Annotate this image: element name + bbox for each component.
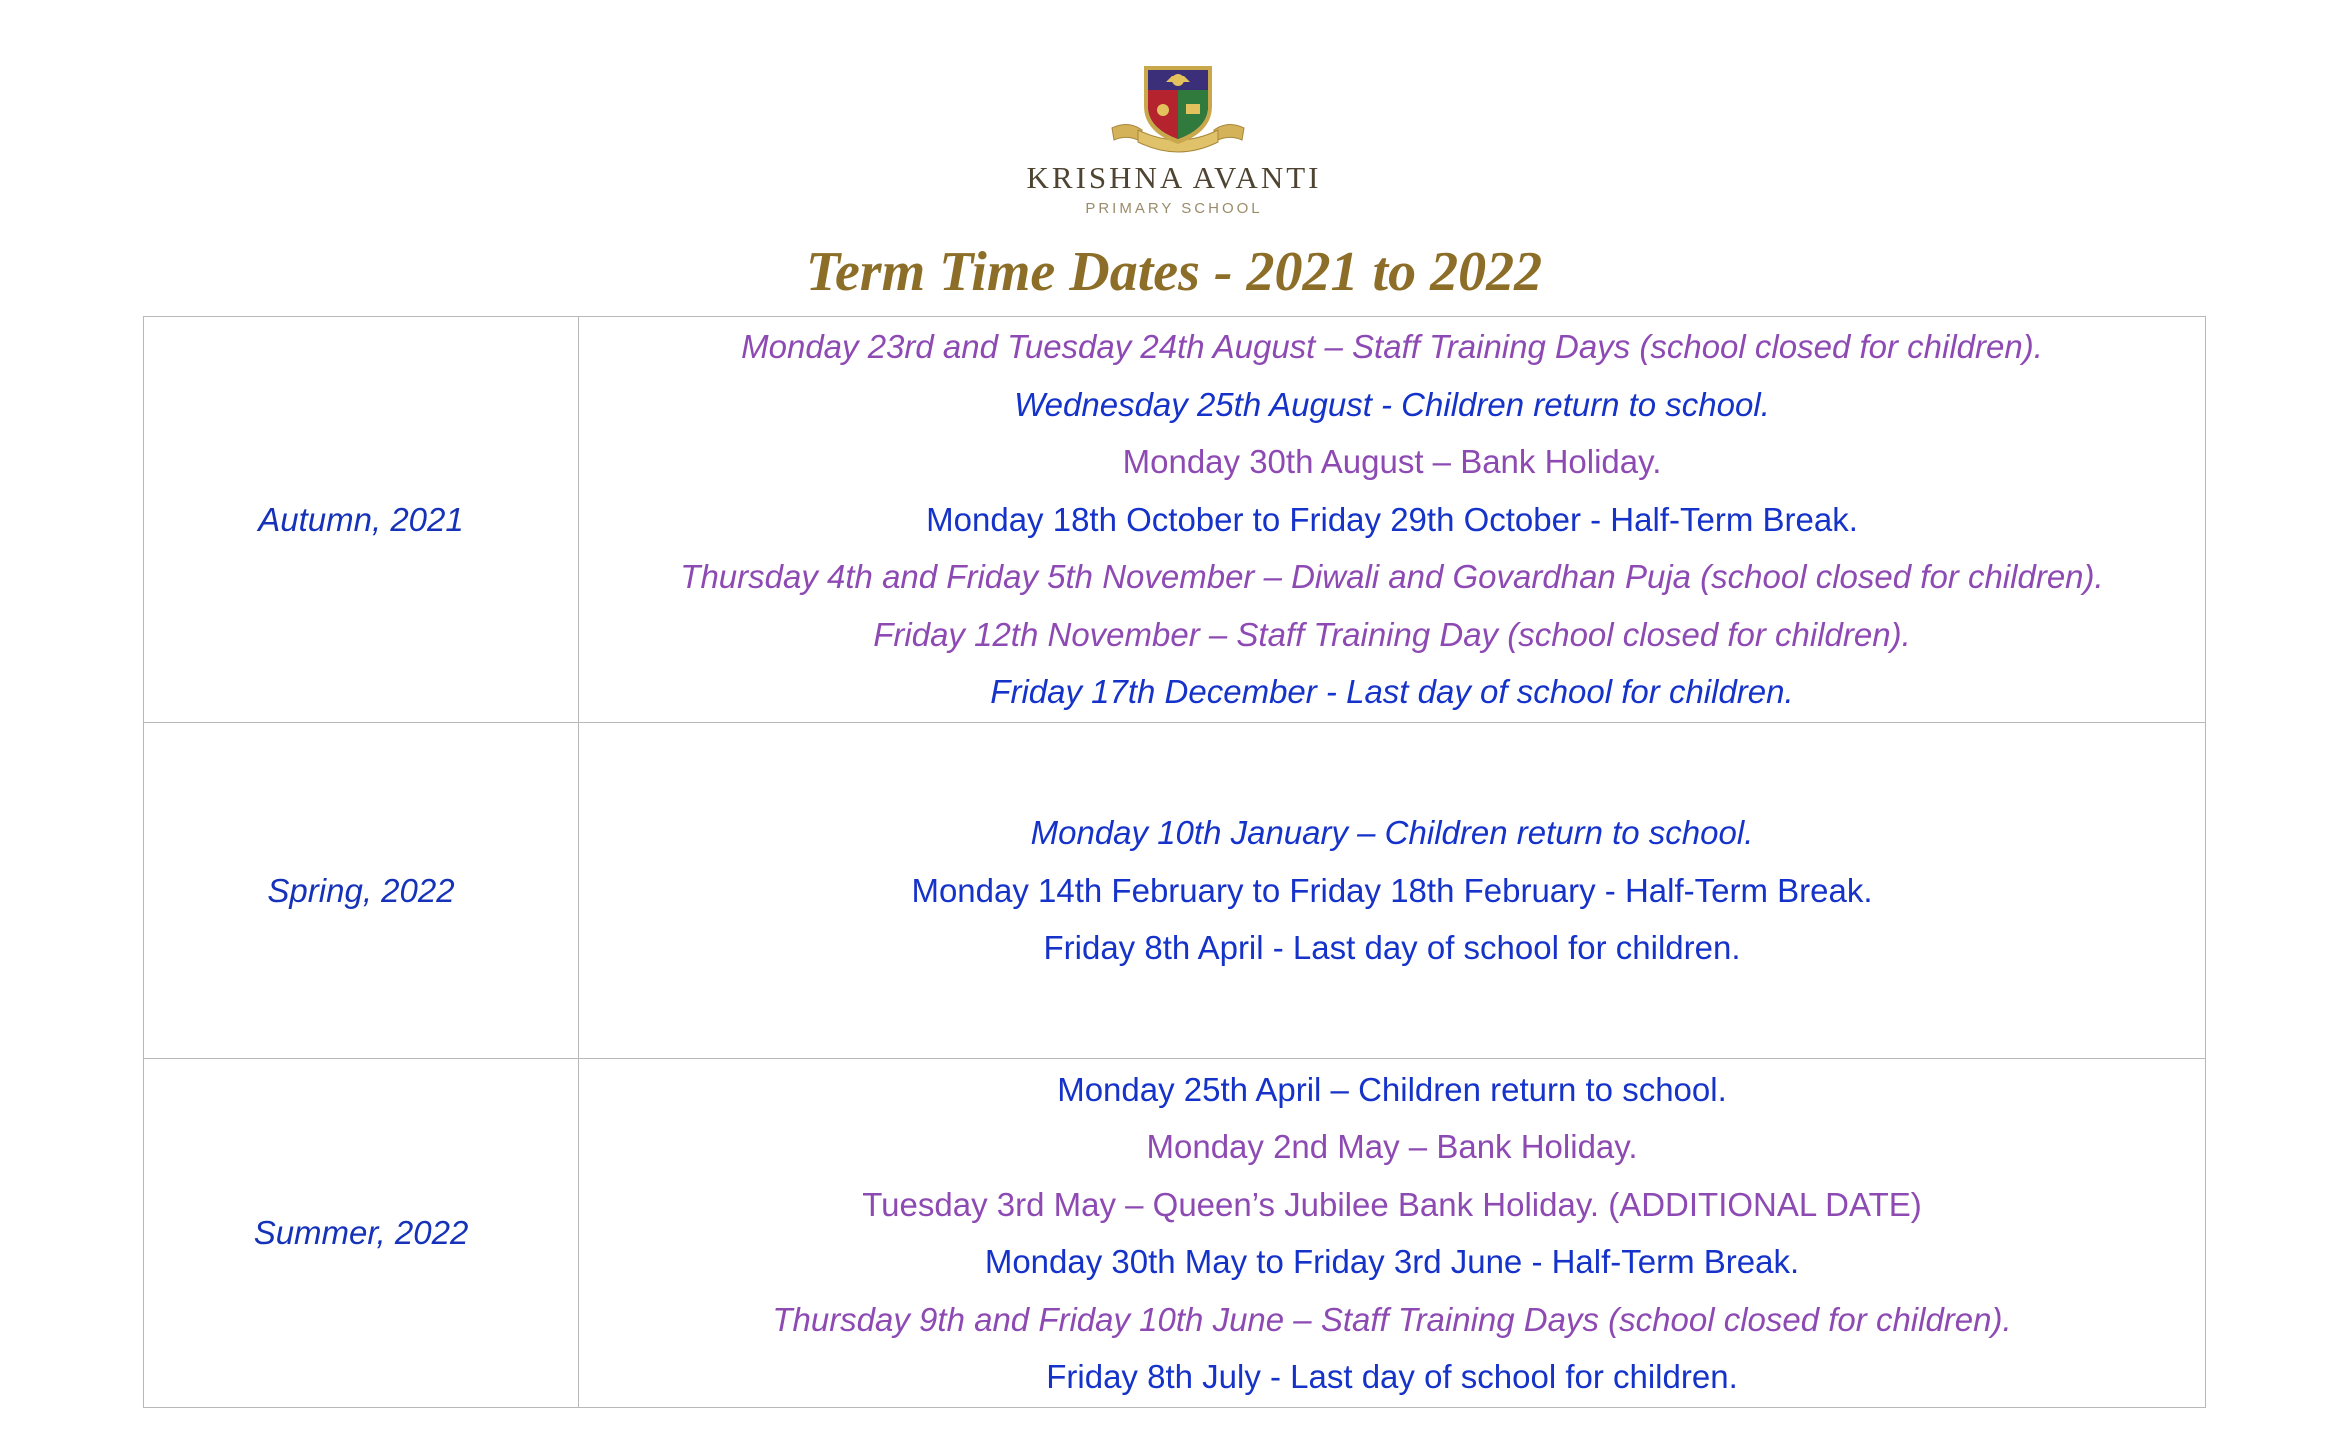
date-line: Monday 18th October to Friday 29th October - Half-Term Break. xyxy=(926,500,1858,538)
date-line: Wednesday 25th August - Children return to school. xyxy=(1014,385,1770,423)
term-dates-table xyxy=(143,316,2206,1408)
date-line: Friday 17th December - Last day of school for children. xyxy=(990,673,1794,711)
date-line: Monday 10th January – Children return to school. xyxy=(1030,814,1754,852)
date-line: Monday 14th February to Friday 18th February - Half-Term Break. xyxy=(911,871,1873,909)
date-line: Monday 23rd and Tuesday 24th August – Staff Training Days (school closed for children). xyxy=(741,328,2043,366)
term-row-spring xyxy=(144,723,2206,1059)
school-name: KRISHNA AVANTI xyxy=(1026,160,1322,195)
page-title: Term Time Dates - 2021 to 2022 xyxy=(805,241,1543,303)
page-header xyxy=(0,0,2348,316)
date-line: Monday 2nd May – Bank Holiday. xyxy=(1146,1128,1638,1165)
term-dates-cell xyxy=(579,317,2206,723)
date-line: Tuesday 3rd May – Queen’s Jubilee Bank Holiday. (ADDITIONAL DATE) xyxy=(862,1185,1922,1223)
term-row-autumn xyxy=(144,317,2206,723)
date-line: Monday 30th May to Friday 3rd June - Half-Term Break. xyxy=(984,1243,1800,1280)
date-line: Monday 30th August – Bank Holiday. xyxy=(1122,443,1662,481)
school-crest-icon xyxy=(1108,62,1248,158)
term-dates-cell xyxy=(579,723,2206,1059)
date-line: Friday 8th April - Last day of school for children. xyxy=(1043,929,1741,967)
term-name: Summer, 2022 xyxy=(144,1059,579,1408)
date-line: Friday 8th July - Last day of school for children. xyxy=(1046,1358,1738,1395)
term-row-summer xyxy=(144,1059,2206,1408)
term-dates-cell xyxy=(579,1059,2206,1408)
school-subtitle: PRIMARY SCHOOL xyxy=(1085,200,1263,217)
date-line: Thursday 9th and Friday 10th June – Staff Training Days (school closed for children). xyxy=(772,1300,2012,1338)
date-line: Thursday 4th and Friday 5th November – Diwali and Govardhan Puja (school closed for children). xyxy=(680,558,2104,596)
date-line: Friday 12th November – Staff Training Day (school closed for children). xyxy=(873,615,1911,653)
term-name: Spring, 2022 xyxy=(144,723,579,1059)
term-name: Autumn, 2021 xyxy=(144,317,579,723)
date-line: Monday 25th April – Children return to school. xyxy=(1057,1070,1727,1108)
